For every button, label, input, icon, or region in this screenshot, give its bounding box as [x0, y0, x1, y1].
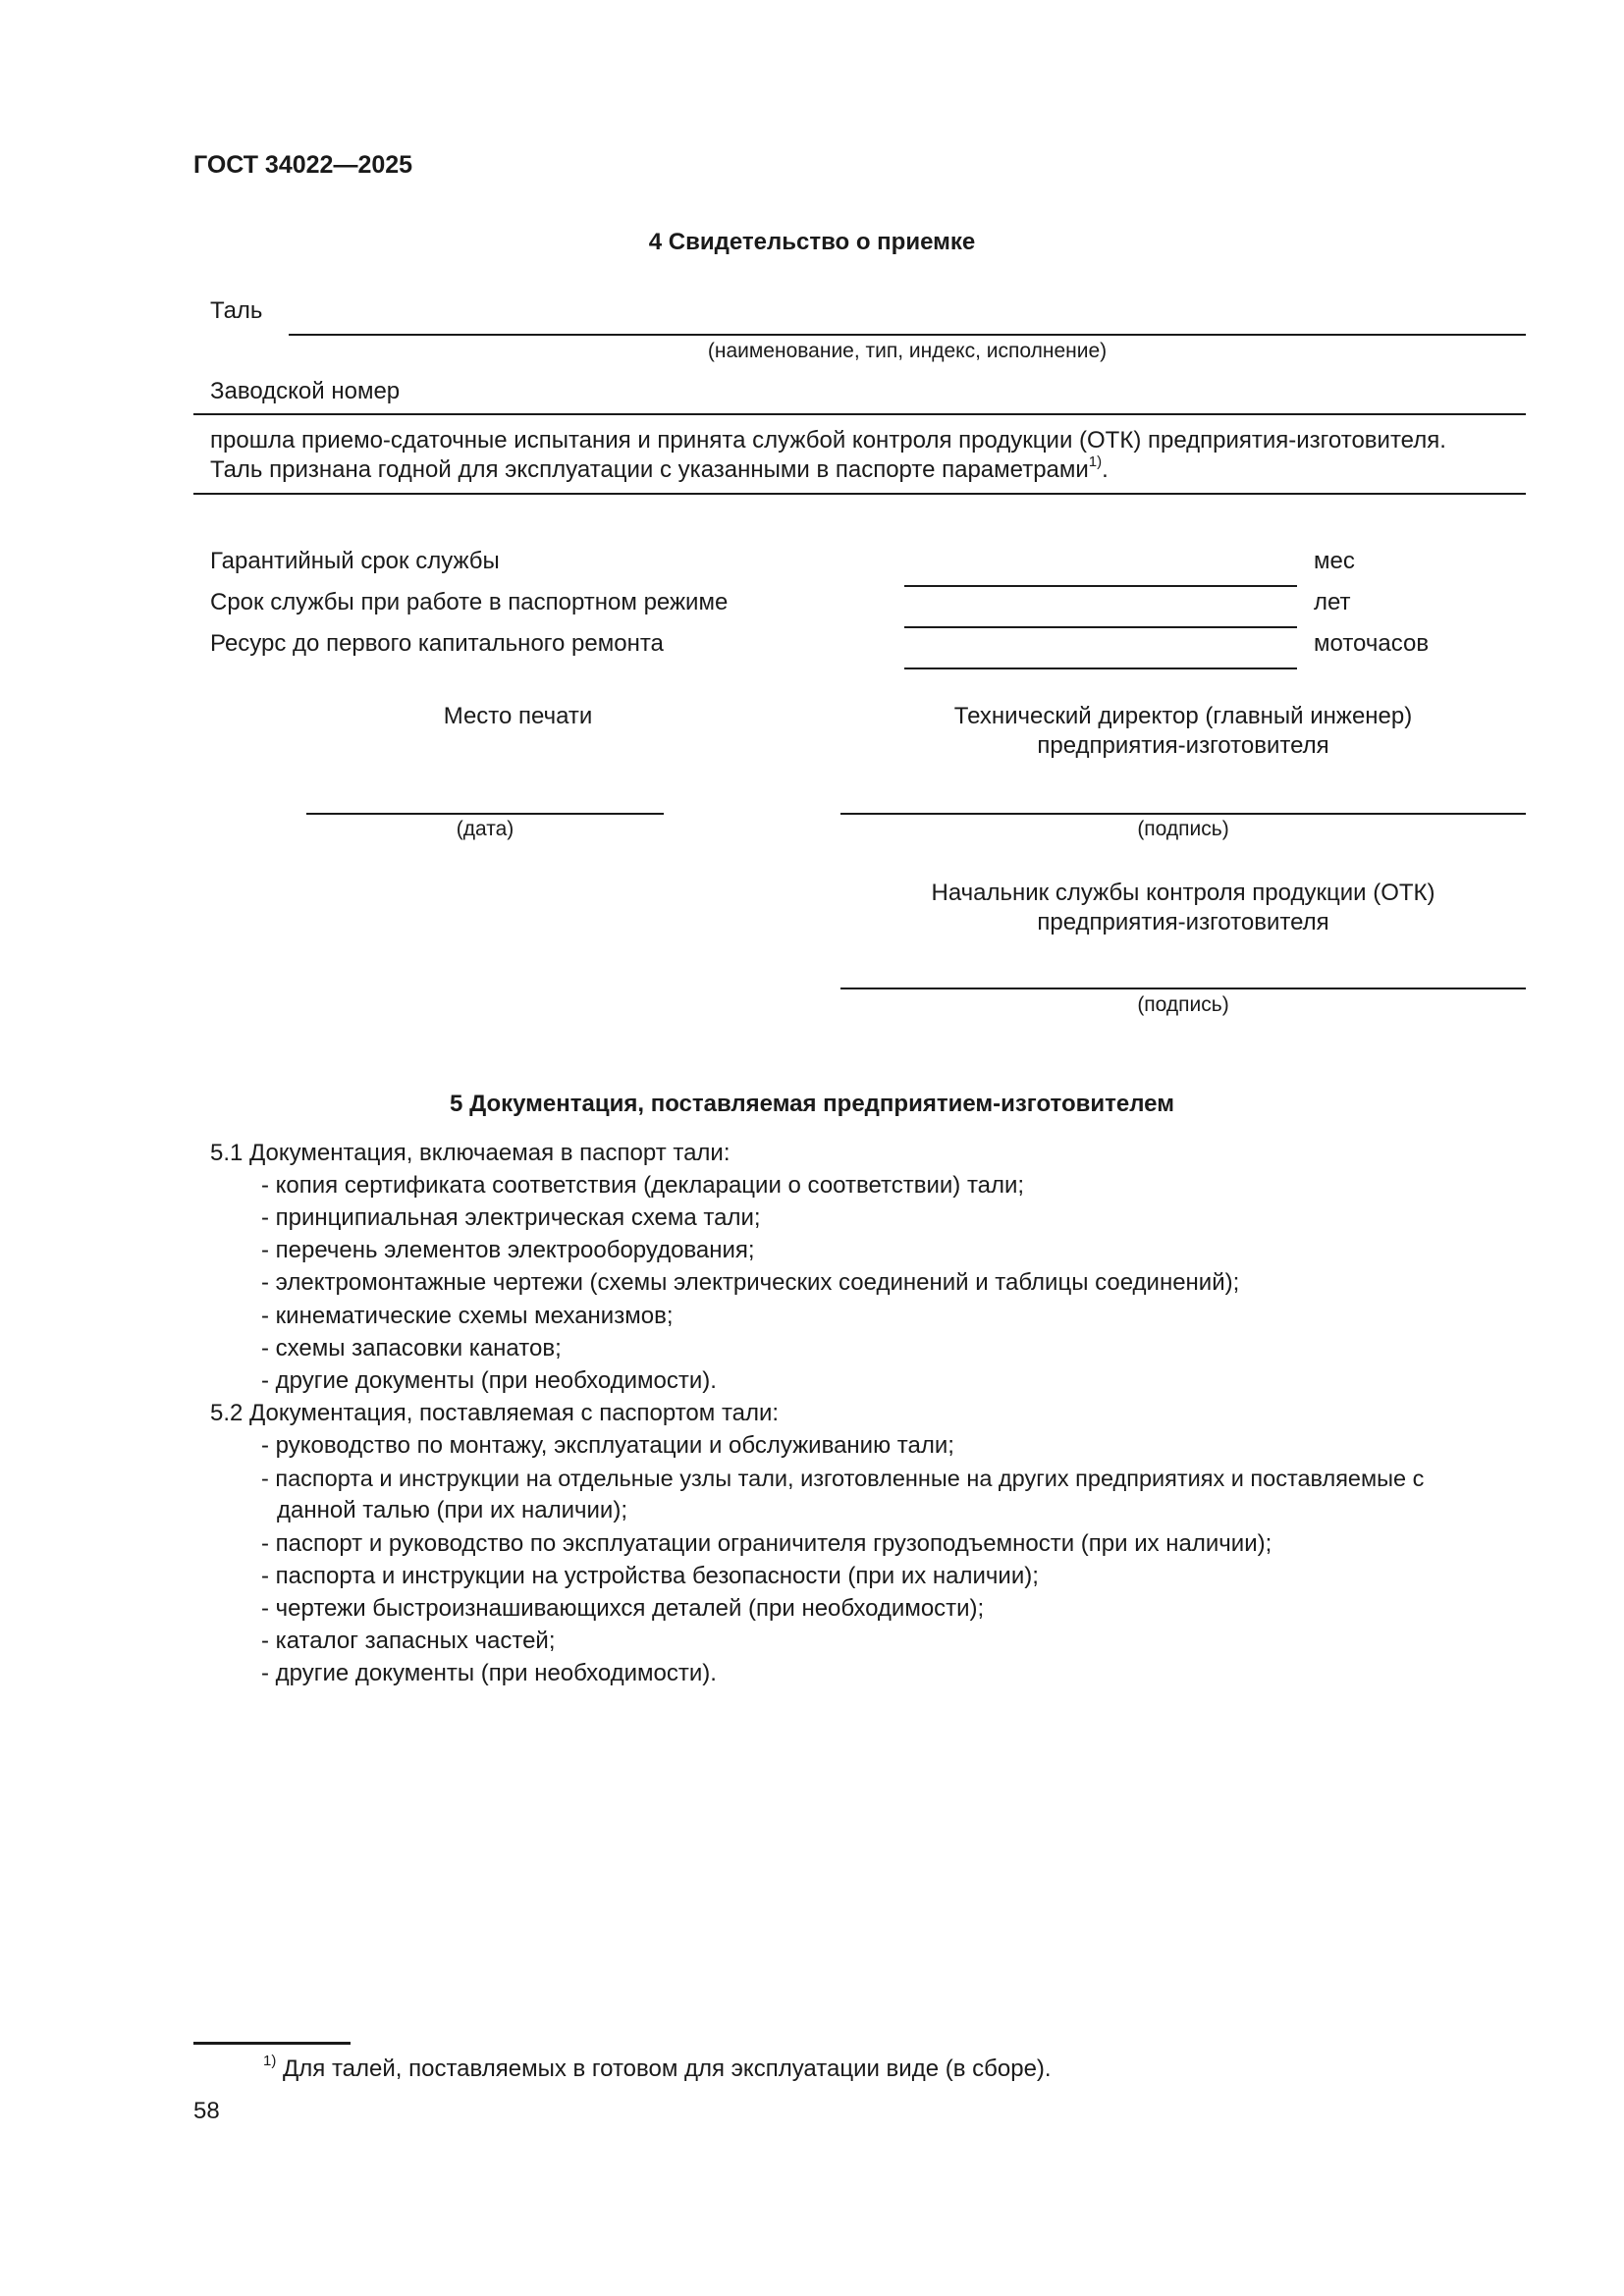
list-item: - паспорта и инструкции на устройства безопасности (при их наличии);	[261, 1563, 1039, 1589]
param-unit-warranty: мес	[1314, 548, 1355, 574]
section-4-title: 4 Свидетельство о приемке	[648, 229, 976, 255]
list-item: - каталог запасных частей;	[261, 1628, 556, 1654]
param-field-warranty[interactable]	[904, 585, 1297, 587]
tech-director-title-2: предприятия-изготовителя	[1037, 732, 1329, 759]
list-item-continuation: данной талью (при их наличии);	[277, 1497, 627, 1523]
list-item: - принципиальная электрическая схема тали;	[261, 1204, 761, 1231]
footnote-ref: 1)	[1088, 454, 1103, 470]
list-item: - паспорта и инструкции на отдельные узлы тали, изготовленные на других предприятиях и поставляемые с	[261, 1466, 1425, 1491]
footnote	[263, 2055, 1052, 2084]
param-field-service-life[interactable]	[904, 626, 1297, 628]
date-caption: (дата)	[456, 818, 514, 840]
document-header: ГОСТ 34022—2025	[193, 151, 413, 179]
param-label-service-life: Срок службы при работе в паспортном режиме	[210, 589, 729, 615]
clause-5-1-title: 5.1 Документация, включаемая в паспорт тали:	[210, 1140, 731, 1166]
clause-5-2-title: 5.2 Документация, поставляемая с паспортом тали:	[210, 1400, 780, 1426]
list-item: - паспорт и руководство по эксплуатации ограничителя грузоподъемности (при их наличии);	[261, 1530, 1272, 1557]
stamp-place-label: Место печати	[443, 703, 593, 729]
otk-head-title-2: предприятия-изготовителя	[1037, 909, 1329, 935]
tech-director-signature-line[interactable]	[840, 813, 1526, 815]
list-item: - кинематические схемы механизмов;	[261, 1303, 674, 1329]
statement-rule	[193, 493, 1526, 495]
serial-field-line[interactable]	[193, 413, 1526, 415]
list-item: - схемы запасовки канатов;	[261, 1335, 562, 1362]
list-item: - перечень элементов электрооборудования;	[261, 1237, 755, 1263]
param-label-resource: Ресурс до первого капитального ремонта	[210, 630, 664, 657]
tech-director-title-1: Технический директор (главный инженер)	[953, 703, 1413, 729]
footnote-marker: 1)	[263, 2053, 277, 2069]
param-field-resource[interactable]	[904, 667, 1297, 669]
list-item: - копия сертификата соответствия (декларации о соответствии) тали;	[261, 1172, 1025, 1199]
statement-line-2-end: .	[1102, 456, 1109, 483]
list-item: - электромонтажные чертежи (схемы электрических соединений и таблицы соединений);	[261, 1269, 1240, 1296]
hoist-field-line[interactable]	[289, 334, 1526, 336]
footnote-separator	[193, 2042, 351, 2045]
hoist-label: Таль	[210, 297, 263, 324]
list-item: - руководство по монтажу, эксплуатации и обслуживанию тали;	[261, 1432, 954, 1459]
param-label-warranty: Гарантийный срок службы	[210, 548, 500, 574]
otk-head-signature-caption: (подпись)	[1137, 993, 1229, 1016]
list-item: - другие документы (при необходимости).	[261, 1660, 717, 1686]
otk-head-title-1: Начальник службы контроля продукции (ОТК)	[931, 880, 1435, 906]
hoist-caption: (наименование, тип, индекс, исполнение)	[707, 340, 1108, 362]
page-number: 58	[193, 2098, 220, 2124]
statement-line-2-text: Таль признана годной для эксплуатации с указанными в паспорте параметрами	[210, 456, 1089, 483]
section-5-title: 5 Документация, поставляемая предприятием-изготовителем	[450, 1091, 1174, 1117]
otk-head-signature-line[interactable]	[840, 988, 1526, 989]
tech-director-signature-caption: (подпись)	[1137, 818, 1229, 840]
date-field-line[interactable]	[306, 813, 664, 815]
list-item: - другие документы (при необходимости).	[261, 1367, 717, 1394]
param-unit-resource: моточасов	[1314, 630, 1430, 657]
list-item: - чертежи быстроизнашивающихся деталей (при необходимости);	[261, 1595, 985, 1622]
statement-line-1: прошла приемо-сдаточные испытания и принята службой контроля продукции (ОТК) предприятия-изготовителя.	[210, 427, 1446, 454]
statement-line-2	[210, 455, 1109, 485]
footnote-text: Для талей, поставляемых в готовом для эксплуатации виде (в сборе).	[283, 2056, 1052, 2082]
param-unit-service-life: лет	[1314, 589, 1351, 615]
serial-label: Заводской номер	[210, 378, 401, 404]
